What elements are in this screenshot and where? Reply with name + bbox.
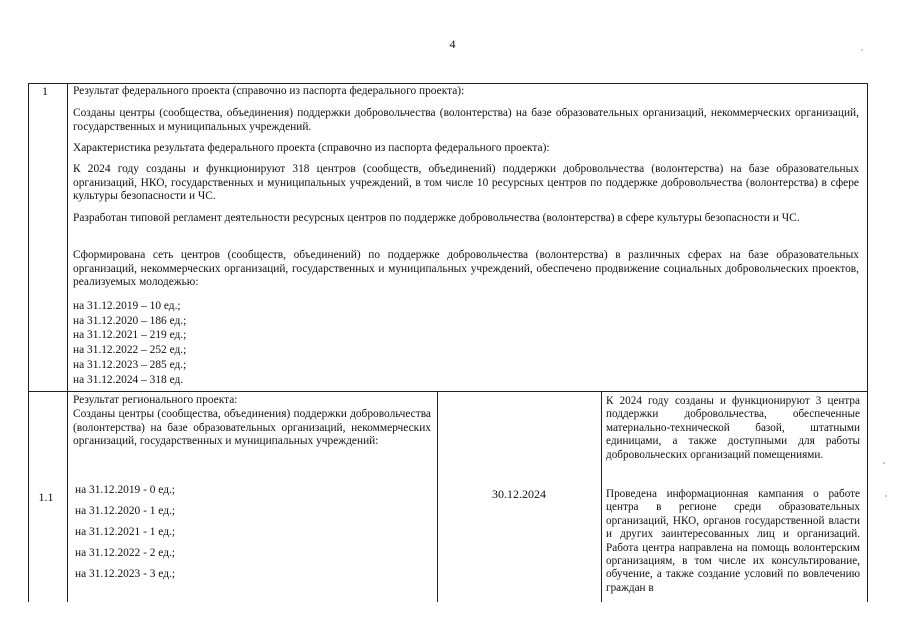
row-number: 1 (42, 84, 48, 98)
table-divider (67, 83, 68, 602)
scan-speck (885, 495, 887, 497)
list-item: на 31.12.2024 – 318 ед. (73, 373, 184, 386)
result-text: Созданы центры (сообщества, объединения) поддержки добровольчества (волонтерства) на базе образовательных организаций, некоммерческих организаций, государственных и муниципальных учреждений. (73, 107, 859, 133)
characteristic-text: К 2024 году созданы и функционируют 318 центров (сообществ, объединений) поддержки добровольчества (волонтерства) на базе образовательных организаций, НКО, государственных и муниципальных учреждений, в том числе 10 ресурсных центров по поддержке добровольчества (волонтерства) в сфере культуры безопасности и ЧС. (73, 163, 859, 203)
list-item: на 31.12.2023 – 285 ед.; (73, 358, 187, 371)
campaign-description: Проведена информационная кампания о работе центра в регионе среди образовательных организаций, НКО, органов государственной власти и других заинтересованных лиц и организаций. Работа центра направлена на помощь волонтерским организациям, в том числе их консультирование, обучение, а также создание условий по вовлечению граждан в (606, 488, 860, 594)
table-divider (601, 391, 602, 602)
list-item: на 31.12.2019 – 10 ед.; (73, 300, 181, 312)
values-list (73, 299, 186, 387)
regional-description: Созданы центры (сообщества, объединения) поддержки добровольчества (волонтерства) на базе образовательных организаций, некоммерческих организаций, государственных и муниципальных учреждений: (73, 408, 431, 448)
list-item: на 31.12.2020 - 1 ед.; (75, 505, 176, 517)
row-number: 1.1 (38, 490, 54, 504)
list-item: на 31.12.2022 – 252 ед.; (73, 344, 187, 357)
result-heading: Результат федерального проекта (справочно из паспорта федерального проекта): (73, 85, 465, 97)
scan-speck (883, 462, 885, 464)
regional-heading: Результат регионального проекта: (73, 394, 238, 406)
list-item: на 31.12.2022 - 2 ед.; (75, 547, 176, 559)
page-number: 4 (449, 37, 456, 51)
list-item: на 31.12.2023 - 3 ед.; (75, 568, 176, 580)
scan-speck (861, 49, 863, 51)
network-text: Сформирована сеть центров (сообществ, объединений) по поддержке добровольчества (волонтерства) в различных сферах на базе образовательных организаций, некоммерческих организаций, государственных и муниципальных учреждений, обеспечено продвижение социальных добровольческих проектов, реализуемых молодежью: (73, 249, 859, 289)
regulation-text: Разработан типовой регламент деятельности ресурсных центров по поддержке добровольчества (волонтерства) в сфере культуры безопасности и ЧС. (73, 212, 800, 224)
table-divider (28, 391, 868, 392)
characteristic-heading: Характеристика результата федерального проекта (справочно из паспорта федерального проекта): (73, 142, 550, 154)
characteristic-description: К 2024 году созданы и функционируют 3 центра поддержки добровольчества, обеспеченные материально-технической базой, штатными единицами, а также доступными для работы добровольческих организаций помещениями. (606, 395, 860, 461)
list-item: на 31.12.2021 – 219 ед.; (73, 329, 187, 342)
list-item: на 31.12.2019 - 0 ед.; (75, 484, 176, 496)
list-item: на 31.12.2020 – 186 ед.; (73, 314, 187, 327)
deadline-date: 30.12.2024 (492, 487, 546, 501)
list-item: на 31.12.2021 - 1 ед.; (75, 526, 176, 538)
